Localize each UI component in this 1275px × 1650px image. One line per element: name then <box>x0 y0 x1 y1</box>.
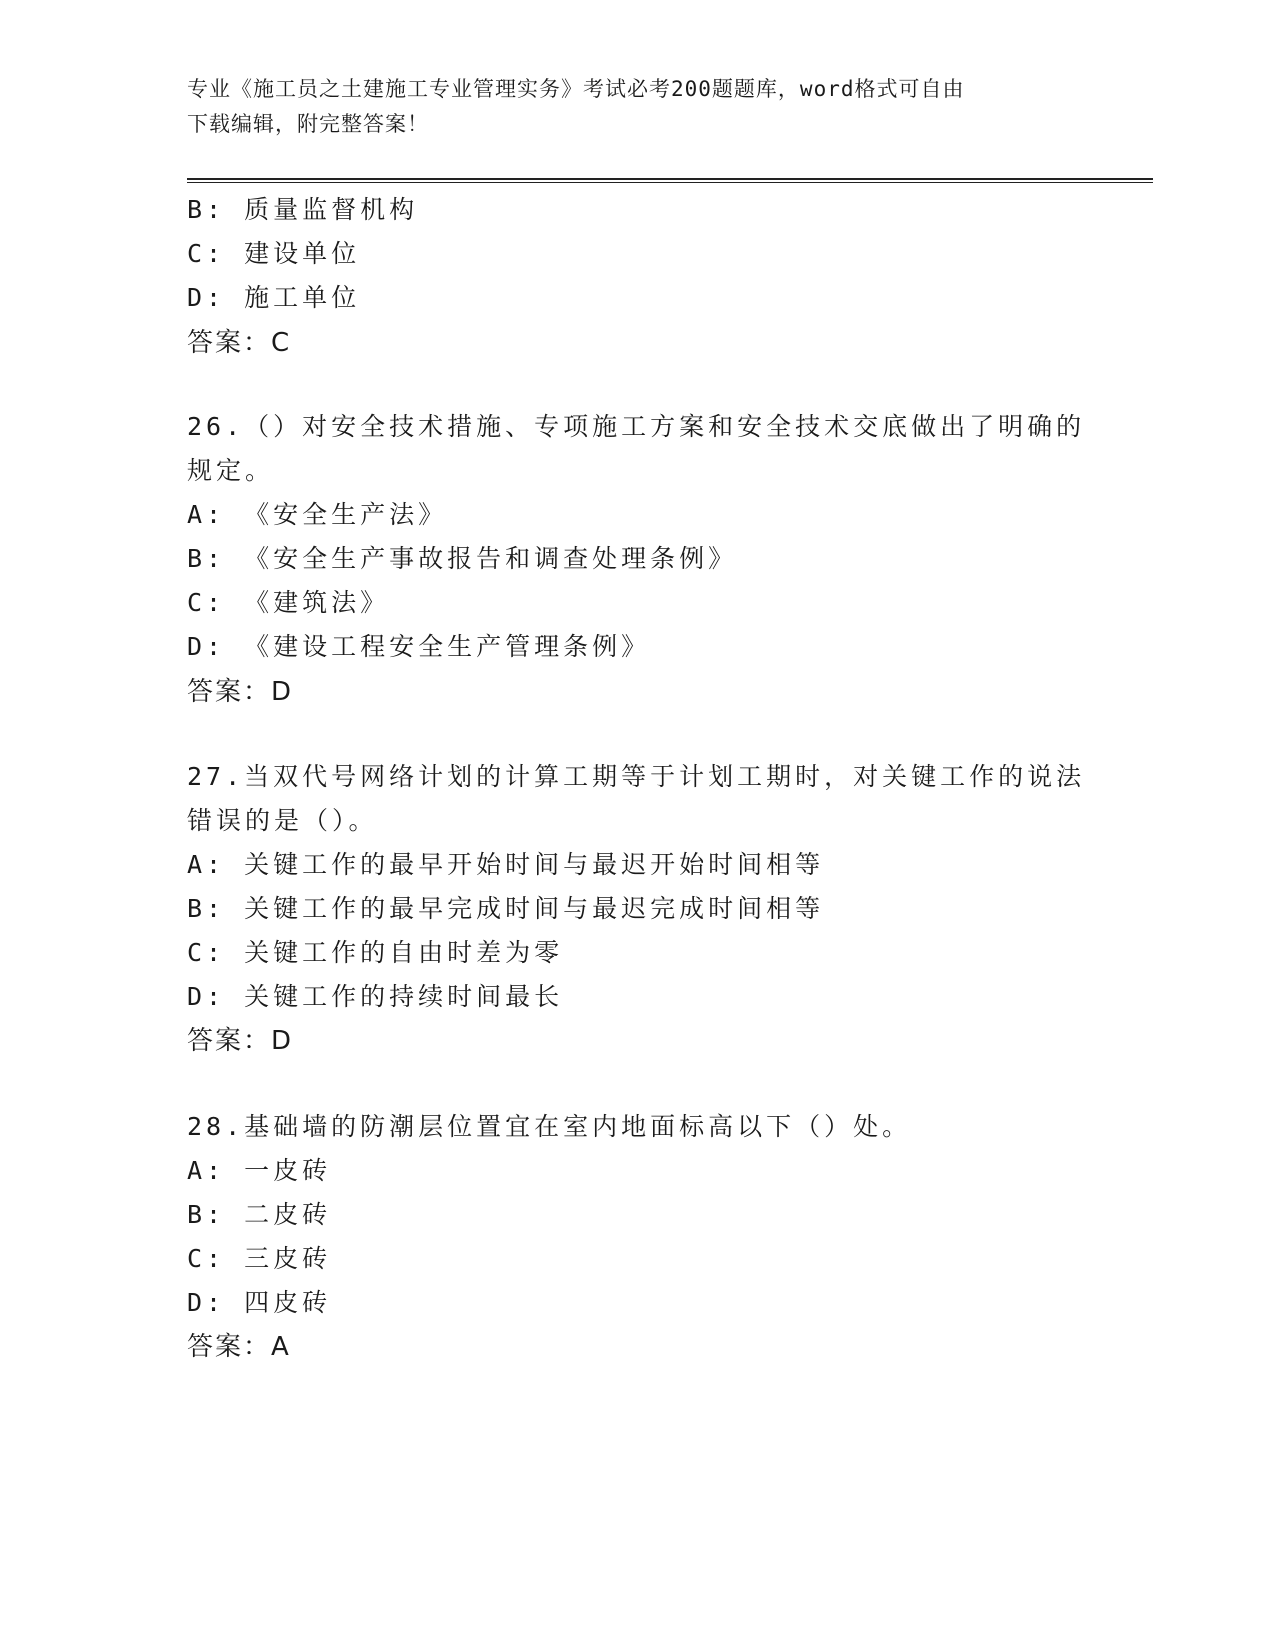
option-b: B: 质量监督机构 <box>187 195 419 224</box>
option-d: D: 施工单位 <box>187 283 361 312</box>
option-c: C: 《建筑法》 <box>187 588 390 617</box>
option-b: B: 关键工作的最早完成时间与最迟完成时间相等 <box>187 894 825 923</box>
answer-text: 答案：A <box>187 1332 291 1362</box>
option-d: D: 《建设工程安全生产管理条例》 <box>187 632 651 661</box>
option-c: C: 建设单位 <box>187 239 361 268</box>
option-b: B: 二皮砖 <box>187 1200 332 1229</box>
answer-text: 答案：C <box>187 328 292 358</box>
answer-text: 答案：D <box>187 677 294 707</box>
answer-text: 答案：D <box>187 1026 294 1056</box>
question-stem: 27.当双代号网络计划的计算工期等于计划工期时，对关键工作的说法 <box>187 762 1086 791</box>
header-line-1: 专业《施工员之土建施工专业管理实务》考试必考200题题库，word格式可自由 <box>187 77 965 101</box>
question-stem: 28.基础墙的防潮层位置宜在室内地面标高以下（）处。 <box>187 1112 912 1141</box>
option-a: A: 关键工作的最早开始时间与最迟开始时间相等 <box>187 850 825 879</box>
question-stem-continued: 错误的是（）。 <box>187 806 378 835</box>
document-header <box>187 72 1087 142</box>
option-d: D: 四皮砖 <box>187 1288 332 1317</box>
option-b: B: 《安全生产事故报告和调查处理条例》 <box>187 544 738 573</box>
header-divider <box>187 178 1153 183</box>
option-a: A: 《安全生产法》 <box>187 500 448 529</box>
option-a: A: 一皮砖 <box>187 1156 332 1185</box>
option-c: C: 三皮砖 <box>187 1244 332 1273</box>
option-d: D: 关键工作的持续时间最长 <box>187 982 564 1011</box>
question-stem-continued: 规定。 <box>187 456 275 485</box>
header-line-2: 下载编辑，附完整答案！ <box>187 112 429 136</box>
question-stem: 26.（）对安全技术措施、专项施工方案和安全技术交底做出了明确的 <box>187 412 1086 441</box>
option-c: C: 关键工作的自由时差为零 <box>187 938 564 967</box>
